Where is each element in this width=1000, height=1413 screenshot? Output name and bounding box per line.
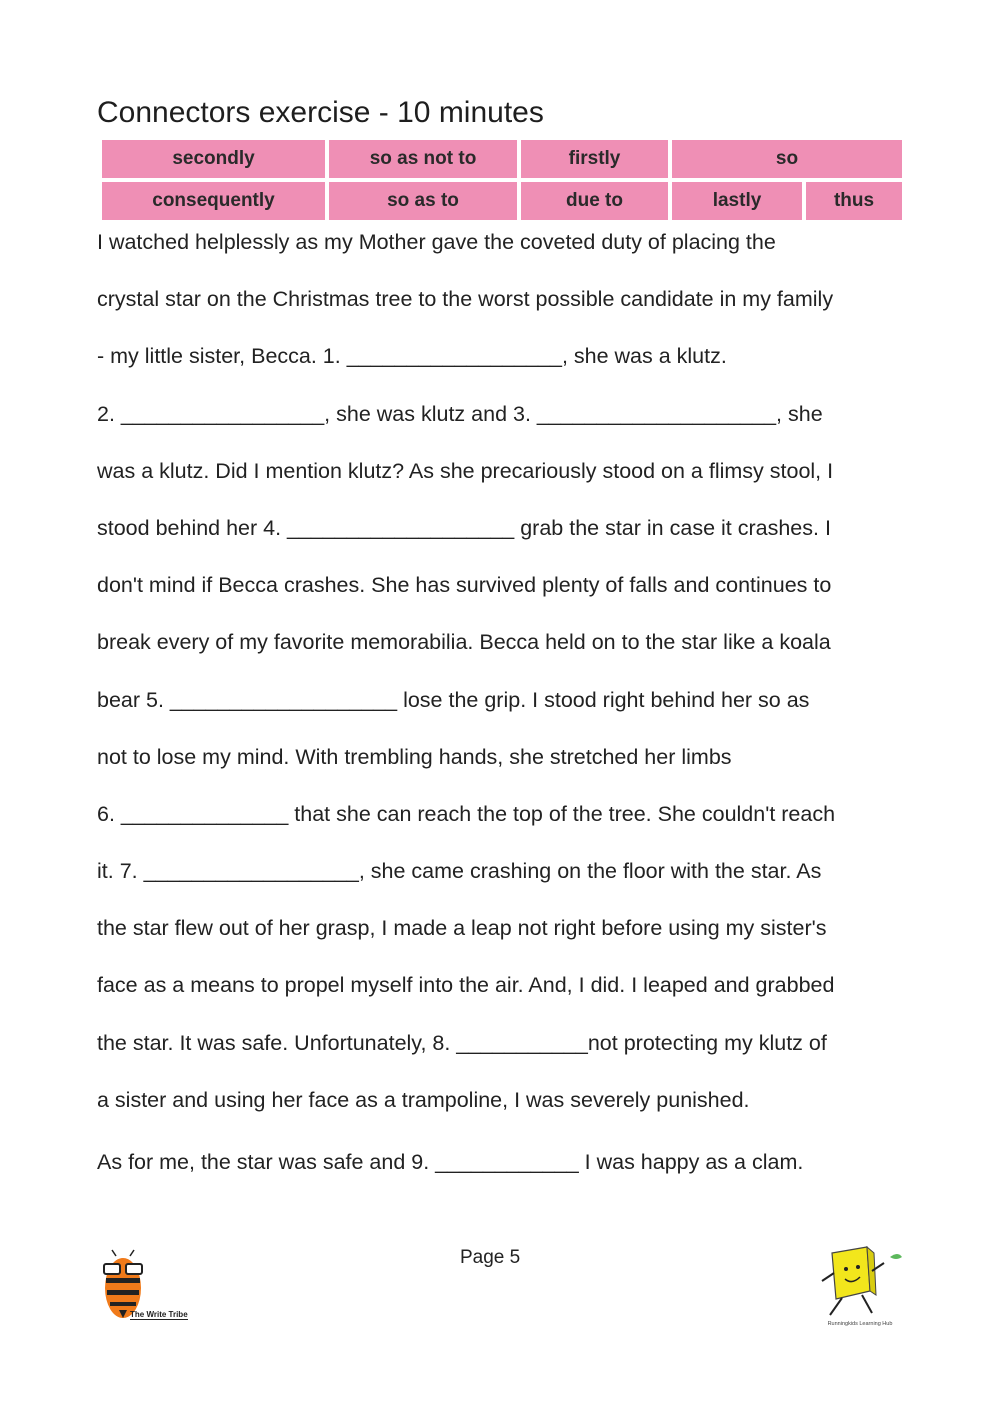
word-bank-row-2 [102,182,902,220]
paragraph-line: was a klutz. Did I mention klutz? As she precariously stood on a flimsy stool, I [97,458,834,483]
paragraph-line: it. 7. __________________, she came crashing on the floor with the star. As [97,859,822,884]
word-bank-cell: so [672,140,902,178]
word-bank-row-1 [102,140,902,178]
paragraph-line: don't mind if Becca crashes. She has survived plenty of falls and continues to [97,573,832,598]
word-bank-cell: lastly [672,182,802,220]
paragraph-line: not to lose my mind. With trembling hands, she stretched her limbs [97,744,732,769]
paragraph-line: stood behind her 4. ___________________ grab the star in case it crashes. I [97,515,831,540]
page-title: Connectors exercise - 10 minutes [97,96,544,129]
word-bank-table [98,136,906,224]
paragraph-line: a sister and using her face as a trampoline, I was severely punished. [97,1087,750,1112]
paragraph-line: bear 5. ___________________ lose the grip. I stood right behind her so as [97,687,810,712]
story-paragraph [97,231,927,1146]
write-tribe-caption: The Write Tribe [130,1310,188,1319]
runningkids-logo [812,1243,908,1343]
word-bank-cell: so as to [329,182,517,220]
paragraph-line: I watched helplessly as my Mother gave the coveted duty of placing the [97,230,776,254]
word-bank-cell: thus [806,182,902,220]
running-book-icon [822,1247,902,1315]
paragraph-line: 2. _________________, she was klutz and 3. ____________________, she [97,401,823,426]
word-bank-cell: due to [521,182,668,220]
word-bank-cell: consequently [102,182,325,220]
word-bank-cell: so as not to [329,140,517,178]
word-bank-cell: secondly [102,140,325,178]
bee-icon [104,1250,142,1318]
page-number: Page 5 [460,1247,521,1268]
paragraph-line: 6. ______________ that she can reach the top of the tree. She couldn't reach [97,801,836,826]
paragraph-line: - my little sister, Becca. 1. __________________, she was a klutz. [97,344,727,369]
paragraph-line: break every of my favorite memorabilia. Becca held on to the star like a koala [97,630,831,655]
runningkids-caption: Runningkids Learning Hub [827,1321,893,1327]
paragraph-line: the star flew out of her grasp, I made a leap not right before using my sister's [97,916,827,941]
paragraph-line: crystal star on the Christmas tree to the worst possible candidate in my family [97,287,834,312]
final-sentence: As for me, the star was safe and 9. ____________ I was happy as a clam. [97,1150,804,1174]
word-bank-cell: firstly [521,140,668,178]
paragraph-line: the star. It was safe. Unfortunately, 8. ___________not protecting my klutz of [97,1030,827,1055]
paragraph-line: face as a means to propel myself into the air. And, I did. I leaped and grabbed [97,973,835,998]
